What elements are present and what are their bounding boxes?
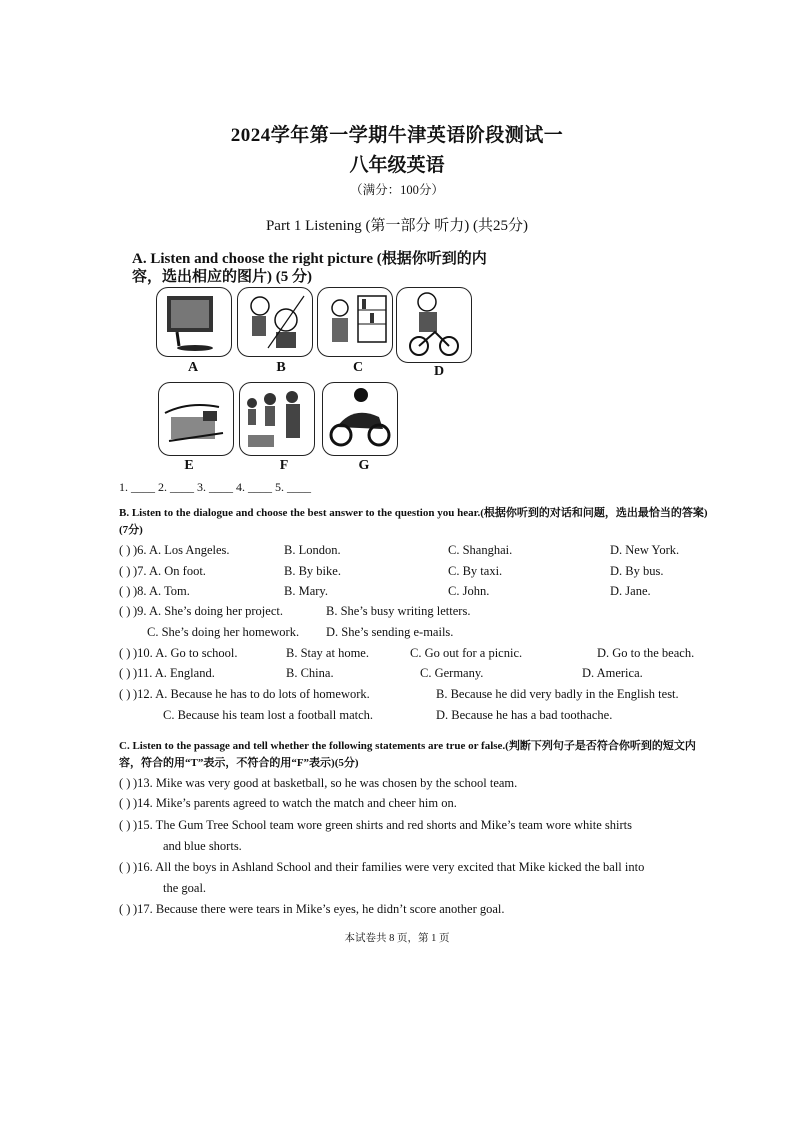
option-c: C. Because his team lost a football match. [163, 708, 374, 722]
question-10: )10. A. Go to school. [133, 646, 238, 660]
answer-paren[interactable]: ( ) [119, 666, 131, 680]
question-6: )6. A. Los Angeles. [133, 543, 230, 557]
option-b: B. By bike. [284, 564, 341, 578]
option-d: D. New York. [610, 543, 680, 557]
picture-label-a: A [187, 360, 199, 375]
answer-paren[interactable]: ( ) [119, 860, 131, 874]
option-b: B. London. [284, 543, 341, 557]
picture-label-d: D [433, 364, 445, 379]
question-11: )11. A. England. [133, 666, 215, 680]
family-group-icon [239, 382, 315, 456]
option-c: C. Germany. [420, 666, 484, 680]
question-12: )12. A. Because he has to do lots of homework. [133, 687, 370, 701]
option-b: B. Stay at home. [286, 646, 369, 660]
section-b-heading: B. Listen to the dialogue and choose the best answer to the question you hear.(根据你听到的对话和问题，选出最恰当的答案)(7分) [119, 507, 708, 536]
answer-paren[interactable]: ( ) [119, 818, 131, 832]
full-mark: （满分：100分） [350, 183, 444, 197]
statement-17: )17. Because there were tears in Mike’s eyes, he didn’t score another goal. [133, 902, 505, 916]
option-d: D. She’s sending e-mails. [326, 625, 454, 639]
option-b: B. Mary. [284, 584, 328, 598]
exam-subtitle: 八年级英语 [349, 155, 445, 176]
picture-label-b: B [276, 360, 286, 375]
answer-paren[interactable]: ( ) [119, 584, 131, 598]
desk-with-papers-icon [158, 382, 234, 456]
answer-paren[interactable]: ( ) [119, 646, 131, 660]
statement-16: )16. All the boys in Ashland School and their families were very excited that Mike kicked the ball into [133, 860, 645, 874]
part-heading: Part 1 Listening (第一部分 听力) (共25分) [265, 218, 529, 234]
option-c: C. She’s doing her homework. [147, 625, 300, 639]
section-a-heading: A. Listen and choose the right picture (根据你听到的内容，选出相应的图片) (5 分) [132, 251, 487, 285]
page-footer: 本试卷共 8 页，第 1 页 [344, 933, 450, 944]
answer-paren[interactable]: ( ) [119, 796, 131, 810]
option-b: B. She’s busy writing letters. [326, 604, 471, 618]
answer-paren[interactable]: ( ) [119, 902, 131, 916]
statement-15: )15. The Gum Tree School team wore green shirts and red shorts and Mike’s team wore white shirts [133, 818, 632, 832]
answer-paren[interactable]: ( ) [119, 604, 131, 618]
answer-blanks[interactable]: 1. ____ 2. ____ 3. ____ 4. ____ 5. ____ [119, 480, 311, 494]
section-c-heading: C. Listen to the passage and tell whether the following statements are true or false.(判断下列句子是否符合你听到的短文内容，符合的用“T”表示，不符合的用“F”表示)(5分) [119, 740, 696, 769]
racing-motorbike-icon [322, 382, 398, 456]
picture-label-g: G [358, 458, 370, 473]
answer-paren[interactable]: ( ) [119, 543, 131, 557]
option-b: B. China. [286, 666, 334, 680]
option-c: C. Shanghai. [448, 543, 513, 557]
statement-13: )13. Mike was very good at basketball, so he was chosen by the school team. [133, 776, 518, 790]
picture-label-e: E [184, 458, 194, 473]
option-d: D. Because he has a bad toothache. [436, 708, 613, 722]
boy-at-bookshelf-icon [317, 287, 393, 357]
answer-paren[interactable]: ( ) [119, 776, 131, 790]
question-9: )9. A. She’s doing her project. [133, 604, 283, 618]
option-d: D. Jane. [610, 584, 651, 598]
picture-label-c: C [352, 360, 364, 375]
computer-monitor-icon [156, 287, 232, 357]
option-d: D. America. [582, 666, 643, 680]
question-8: )8. A. Tom. [133, 584, 190, 598]
answer-paren[interactable]: ( ) [119, 687, 131, 701]
option-d: D. Go to the beach. [597, 646, 695, 660]
option-c: C. Go out for a picnic. [410, 646, 523, 660]
option-b: B. Because he did very badly in the English test. [436, 687, 679, 701]
statement-14: )14. Mike’s parents agreed to watch the match and cheer him on. [133, 796, 457, 810]
kids-arguing-icon [237, 287, 313, 357]
statement-15-cont: and blue shorts. [163, 839, 242, 853]
option-d: D. By bus. [610, 564, 664, 578]
option-c: C. By taxi. [448, 564, 503, 578]
question-7: )7. A. On foot. [133, 564, 206, 578]
picture-label-f: F [279, 458, 289, 473]
answer-paren[interactable]: ( ) [119, 564, 131, 578]
statement-16-cont: the goal. [163, 881, 207, 895]
exam-title: 2024学年第一学期牛津英语阶段测试一 [230, 125, 564, 146]
boy-on-motorbike-icon [396, 287, 472, 363]
option-c: C. John. [448, 584, 490, 598]
